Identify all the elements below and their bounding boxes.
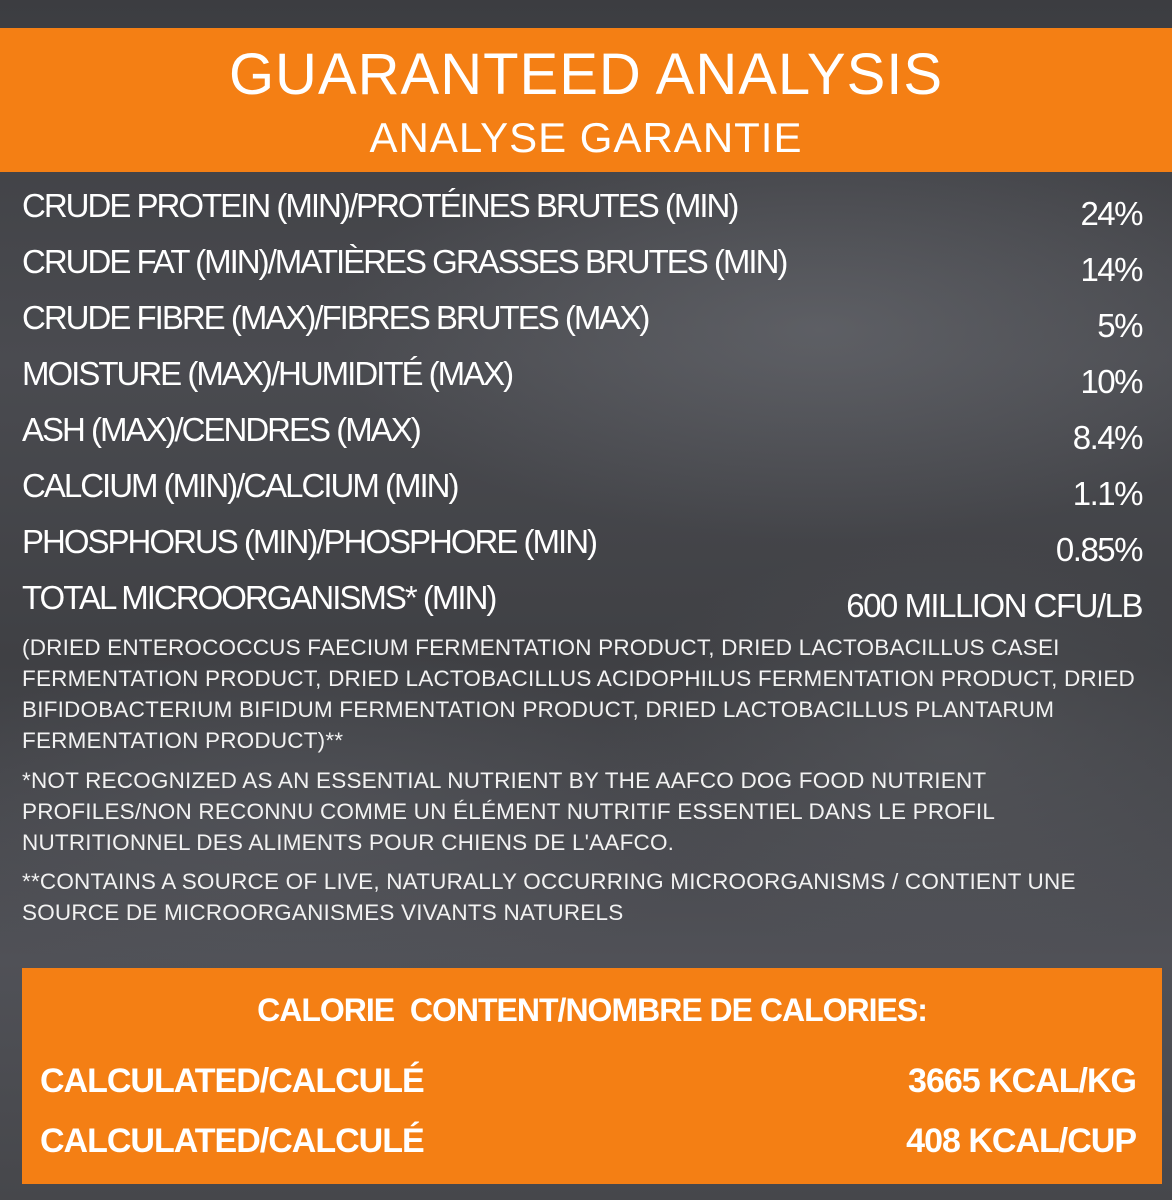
analysis-label: TOTAL MICROORGANISMS* (MIN) bbox=[22, 579, 496, 616]
analysis-value: 14% bbox=[1080, 251, 1142, 288]
analysis-label: CALCIUM (MIN)/CALCIUM (MIN) bbox=[22, 467, 458, 504]
footnote-not-recognized: *NOT RECOGNIZED AS AN ESSENTIAL NUTRIENT BY THE AAFCO DOG FOOD NUTRIENT PROFILES/NON RECONNU COMME UN ÉLÉMENT NUTRITIF ESSENTIEL DANS LE PROFIL NUTRITIONNEL DES ALIMENTS POUR CHIENS DE L'AAFCO. bbox=[22, 768, 995, 855]
calorie-row-per-kg bbox=[40, 1056, 1136, 1106]
analysis-row-fibre bbox=[22, 292, 1142, 344]
calorie-label: CALCULATED/CALCULÉ bbox=[40, 1122, 424, 1160]
calorie-content-box bbox=[22, 968, 1162, 1184]
analysis-value: 0.85% bbox=[1055, 531, 1142, 568]
analysis-label: MOISTURE (MAX)/HUMIDITÉ (MAX) bbox=[22, 355, 513, 392]
analysis-row-calcium bbox=[22, 460, 1142, 512]
page-subtitle: ANALYSE GARANTIE bbox=[369, 114, 803, 161]
analysis-value: 10% bbox=[1080, 363, 1142, 400]
footnote-live-source: **CONTAINS A SOURCE OF LIVE, NATURALLY OCCURRING MICROORGANISMS / CONTIENT UNE SOURCE DE MICROORGANISMES VIVANTS NATURELS bbox=[22, 869, 1076, 925]
analysis-value: 1.1% bbox=[1072, 475, 1142, 512]
analysis-value: 5% bbox=[1097, 307, 1142, 344]
calorie-row-per-cup bbox=[40, 1116, 1136, 1166]
calorie-value: 408 KCAL/CUP bbox=[906, 1122, 1136, 1160]
analysis-label: ASH (MAX)/CENDRES (MAX) bbox=[22, 411, 420, 448]
analysis-value: 600 MILLION CFU/LB bbox=[846, 587, 1142, 624]
analysis-value: 8.4% bbox=[1072, 419, 1142, 456]
analysis-label: CRUDE FIBRE (MAX)/FIBRES BRUTES (MAX) bbox=[22, 299, 649, 336]
analysis-row-fat bbox=[22, 236, 1142, 288]
analysis-row-protein bbox=[22, 180, 1142, 232]
analysis-value: 24% bbox=[1080, 195, 1142, 232]
analysis-row-phosphorus bbox=[22, 516, 1142, 568]
footnote-microorganisms-list: (DRIED ENTEROCOCCUS FAECIUM FERMENTATION PRODUCT, DRIED LACTOBACILLUS CASEI FERMENTATION PRODUCT, DRIED LACTOBACILLUS ACIDOPHILUS FERMENTATION PRODUCT, DRIED BIFIDOBACTERIUM BIFIDUM FERMENTATION PRODUCT, DRIED LACTOBACILLUS PLANTARUM FERMENTATION PRODUCT)** bbox=[22, 635, 1135, 753]
page-title: GUARANTEED ANALYSIS bbox=[228, 42, 944, 107]
analysis-label: CRUDE PROTEIN (MIN)/PROTÉINES BRUTES (MIN) bbox=[22, 187, 738, 224]
calorie-label: CALCULATED/CALCULÉ bbox=[40, 1062, 424, 1100]
analysis-row-ash bbox=[22, 404, 1142, 456]
analysis-row-moisture bbox=[22, 348, 1142, 400]
analysis-label: CRUDE FAT (MIN)/MATIÈRES GRASSES BRUTES (MIN) bbox=[22, 243, 787, 280]
calorie-value: 3665 KCAL/KG bbox=[908, 1062, 1136, 1100]
analysis-label: PHOSPHORUS (MIN)/PHOSPHORE (MIN) bbox=[22, 523, 597, 560]
analysis-row-microorganisms bbox=[22, 572, 1142, 624]
calorie-title: CALORIE CONTENT/NOMBRE DE CALORIES: bbox=[257, 992, 927, 1028]
